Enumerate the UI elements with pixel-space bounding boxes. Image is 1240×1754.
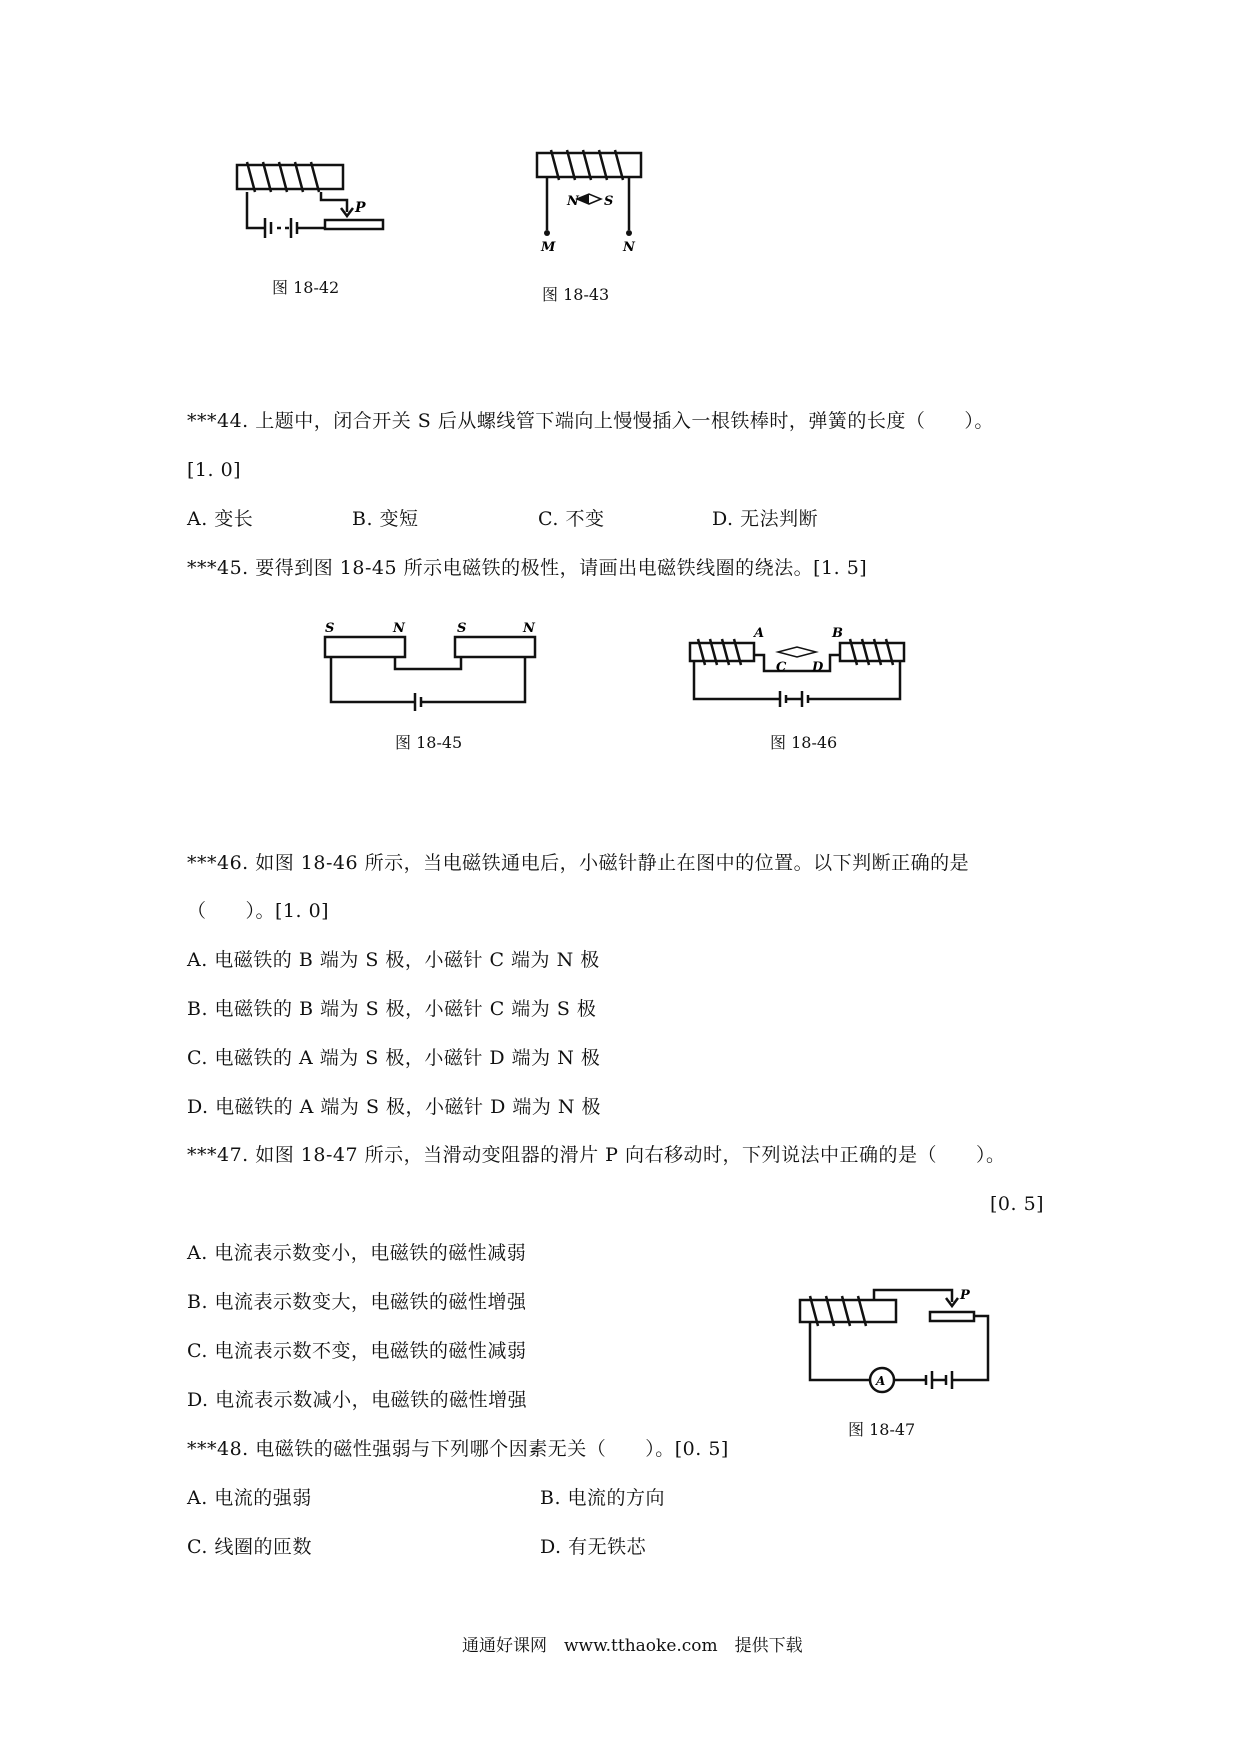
- q46-option-a: A. 电磁铁的 B 端为 S 极，小磁针 C 端为 N 极: [187, 949, 600, 971]
- fig43-terminal-n: N: [623, 240, 635, 255]
- fig46-label-d: D: [812, 660, 824, 675]
- figure-18-46: [680, 615, 930, 720]
- fig47-p-label: P: [960, 1288, 970, 1303]
- q44-stem-line2: [1. 0]: [187, 459, 242, 481]
- fig46-caption: 图 18-46: [770, 733, 838, 752]
- q46-option-b: B. 电磁铁的 B 端为 S 极，小磁针 C 端为 S 极: [187, 998, 597, 1020]
- q47-option-b: B. 电流表示数变大，电磁铁的磁性增强: [187, 1291, 527, 1313]
- fig43-needle-n: N: [567, 194, 579, 209]
- q44-option-c: C. 不变: [538, 508, 605, 530]
- figure-18-45: [315, 615, 555, 715]
- fig42-caption: 图 18-42: [272, 278, 340, 297]
- fig43-needle-s: S: [604, 194, 614, 209]
- fig45-left-s: S: [325, 621, 335, 636]
- fig47-caption: 图 18-47: [848, 1420, 916, 1439]
- figure-18-43: [525, 145, 665, 260]
- q48-stem: ***48. 电磁铁的磁性强弱与下列哪个因素无关（ ）。[0. 5]: [187, 1438, 729, 1460]
- q46-option-c: C. 电磁铁的 A 端为 S 极，小磁针 D 端为 N 极: [187, 1047, 601, 1069]
- q45-stem: ***45. 要得到图 18-45 所示电磁铁的极性，请画出电磁铁线圈的绕法。[1. 5]: [187, 557, 868, 579]
- q44-stem-line1: ***44. 上题中，闭合开关 S 后从螺线管下端向上慢慢插入一根铁棒时，弹簧的长度（ ）。: [187, 410, 994, 432]
- fig43-terminal-m: M: [541, 240, 556, 255]
- q47-option-c: C. 电流表示数不变，电磁铁的磁性减弱: [187, 1340, 527, 1362]
- q47-score: [0. 5]: [990, 1193, 1045, 1215]
- fig45-right-n: N: [523, 621, 535, 636]
- q48-option-d: D. 有无铁芯: [540, 1536, 647, 1558]
- q47-option-a: A. 电流表示数变小，电磁铁的磁性减弱: [187, 1242, 527, 1264]
- figure-18-47: [790, 1280, 990, 1405]
- q44-option-d: D. 无法判断: [712, 508, 819, 530]
- fig42-p-label: P: [355, 200, 366, 216]
- q48-option-c: C. 线圈的匝数: [187, 1536, 312, 1558]
- q44-option-b: B. 变短: [352, 508, 419, 530]
- fig45-left-n: N: [393, 621, 405, 636]
- fig46-label-a: A: [754, 626, 765, 641]
- fig45-caption: 图 18-45: [395, 733, 463, 752]
- fig43-caption: 图 18-43: [542, 285, 610, 304]
- q48-option-a: A. 电流的强弱: [187, 1487, 312, 1509]
- q47-stem: ***47. 如图 18-47 所示，当滑动变阻器的滑片 P 向右移动时，下列说法中正确的是（ ）。: [187, 1144, 1006, 1166]
- q46-option-d: D. 电磁铁的 A 端为 S 极，小磁针 D 端为 N 极: [187, 1096, 602, 1118]
- fig45-right-s: S: [457, 621, 467, 636]
- page-footer: 通通好课网 www.tthaoke.com 提供下载: [462, 1636, 803, 1656]
- ammeter-label: A: [876, 1374, 886, 1388]
- figure-18-42: [225, 150, 405, 275]
- q44-option-a: A. 变长: [187, 508, 254, 530]
- q46-stem-line1: ***46. 如图 18-46 所示，当电磁铁通电后，小磁针静止在图中的位置。以下判断正确的是: [187, 852, 970, 874]
- fig46-label-c: C: [776, 660, 787, 675]
- q48-option-b: B. 电流的方向: [540, 1487, 666, 1509]
- q46-stem-line2: （ ）。[1. 0]: [187, 900, 330, 922]
- fig46-label-b: B: [832, 626, 843, 641]
- q47-option-d: D. 电流表示数减小，电磁铁的磁性增强: [187, 1389, 528, 1411]
